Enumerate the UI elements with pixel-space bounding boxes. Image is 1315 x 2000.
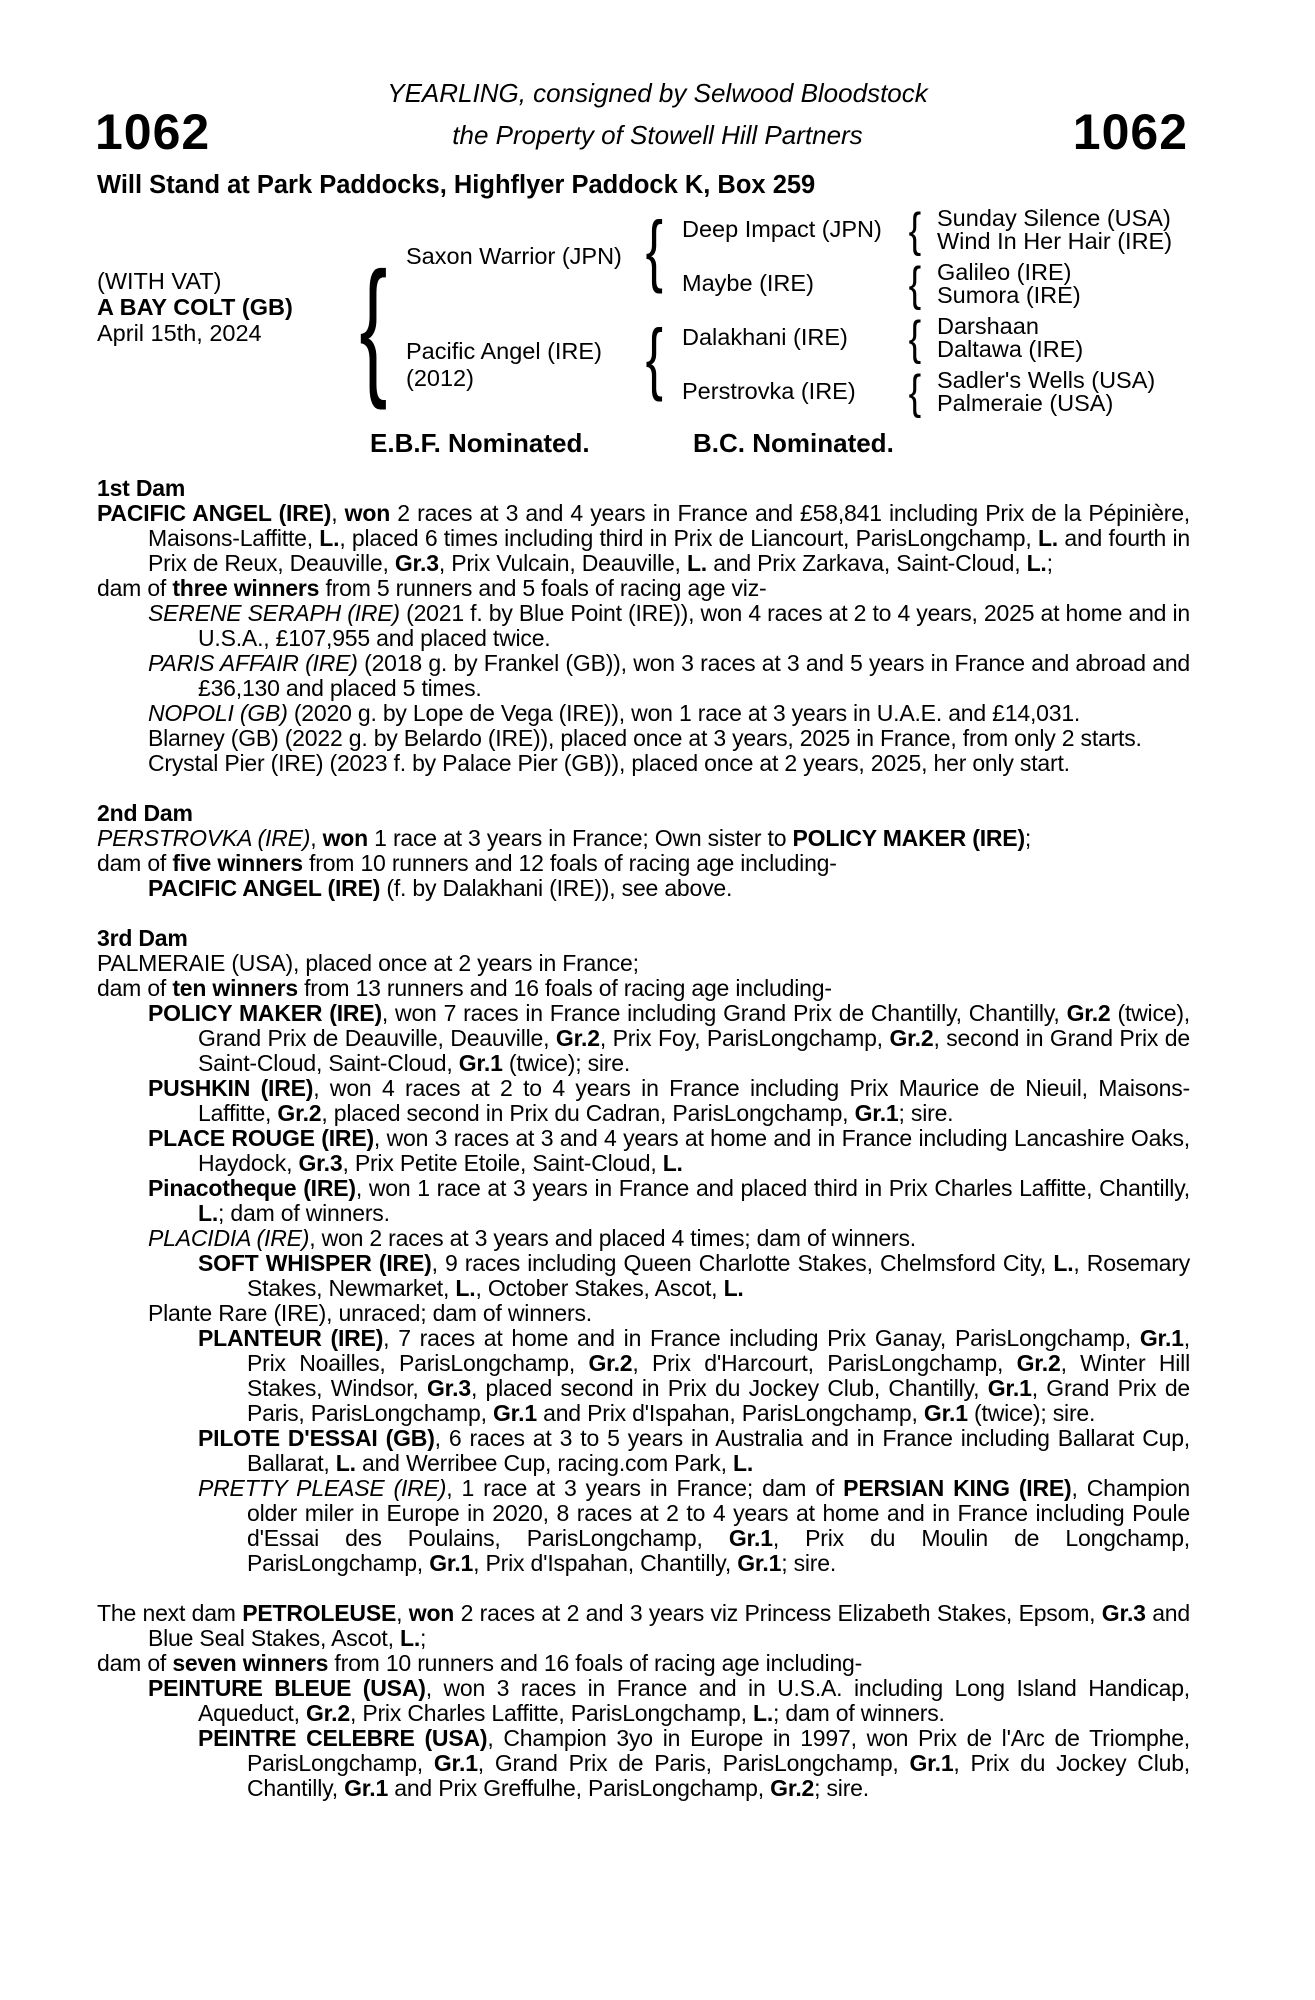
text-run: , Prix d'Ispahan, Chantilly, — [473, 1550, 738, 1576]
text-run: from 5 runners and 5 foals of racing age viz- — [319, 575, 767, 601]
text-run: Gr.1 — [458, 1050, 503, 1076]
text-run: L. — [1026, 550, 1047, 576]
text-run: SOFT WHISPER (IRE) — [198, 1250, 432, 1276]
text-run: , — [396, 1600, 409, 1626]
text-run: ten winners — [172, 975, 298, 1001]
text-run: , placed 6 times including third in Prix de Liancourt, ParisLongchamp, — [339, 525, 1038, 551]
text-run: , won 2 races at 3 years and placed 4 times; dam of winners. — [309, 1225, 916, 1251]
catalogue-paragraph — [97, 1226, 1190, 1251]
text-run: PEINTURE BLEUE (USA) — [148, 1675, 426, 1701]
text-run: Gr.2 — [1016, 1350, 1061, 1376]
text-run: Gr.1 — [344, 1775, 389, 1801]
dam-name: Pacific Angel (IRE) — [406, 338, 602, 364]
text-run: SERENE SERAPH (IRE) — [148, 600, 400, 626]
text-run: PACIFIC ANGEL (IRE) — [97, 500, 332, 526]
pedigree-brace-ss: { — [908, 202, 922, 256]
text-run: PERSTROVKA (IRE) — [97, 825, 311, 851]
text-run: POLICY MAKER (IRE) — [792, 825, 1025, 851]
vat-note: (WITH VAT) — [97, 268, 222, 294]
text-run: Gr.2 — [1066, 1000, 1111, 1026]
text-run: L. — [455, 1275, 476, 1301]
text-run: , placed second in Prix du Cadran, ParisLongchamp, — [321, 1100, 855, 1126]
text-run: POLICY MAKER (IRE) — [148, 1000, 382, 1026]
catalogue-paragraph — [97, 726, 1190, 751]
text-run: , Prix Petite Etoile, Saint-Cloud, — [342, 1150, 663, 1176]
text-run: Gr.1 — [737, 1550, 782, 1576]
text-run: Gr.1 — [1139, 1325, 1184, 1351]
text-run: and Werribee Cup, racing.com Park, — [355, 1450, 733, 1476]
catalogue-paragraph — [97, 751, 1190, 776]
text-run: Gr.1 — [492, 1400, 537, 1426]
text-run: from 10 runners and 16 foals of racing age including- — [328, 1650, 863, 1676]
dam-dam-name: Perstrovka (IRE) — [682, 378, 856, 404]
text-run: L. — [1037, 525, 1058, 551]
text-run: Gr.3 — [426, 1375, 471, 1401]
sire-dam-name: Maybe (IRE) — [682, 270, 814, 296]
text-run: ; sire. — [814, 1775, 869, 1801]
text-run: (2018 g. by Frankel (GB)), won 3 races at 3 and 5 years in France and abroad and £36,130 and placed 5 times. — [198, 650, 1190, 701]
text-run: ; — [420, 1625, 427, 1651]
text-run: PERSIAN KING (IRE) — [843, 1475, 1072, 1501]
catalogue-paragraph — [97, 1176, 1190, 1226]
catalogue-paragraph — [97, 1301, 1190, 1326]
dam-section — [97, 801, 1190, 901]
text-run: PACIFIC ANGEL (IRE) — [148, 875, 381, 901]
catalogue-paragraph — [97, 1726, 1190, 1801]
text-run: ; dam of winners. — [218, 1200, 390, 1226]
catalogue-paragraph — [97, 1326, 1190, 1426]
catalogue-paragraph — [97, 1126, 1190, 1176]
text-run: , placed second in Prix du Jockey Club, Chantilly, — [470, 1375, 988, 1401]
dam-section-heading: 2nd Dam — [97, 800, 193, 826]
catalogue-paragraph — [97, 601, 1190, 651]
catalogue-paragraph — [97, 1676, 1190, 1726]
text-run: Gr.1 — [728, 1525, 773, 1551]
pedigree-brace-dam: { — [645, 313, 663, 402]
sire-name: Saxon Warrior (JPN) — [406, 243, 622, 269]
text-run: Plante Rare (IRE), unraced; dam of winners. — [148, 1300, 592, 1326]
text-run: PEINTRE CELEBRE (USA) — [198, 1725, 488, 1751]
text-run: , 6 races at 3 to 5 years in Australia and in France including Ballarat Cup, Ballarat, — [247, 1425, 1190, 1476]
text-run: won — [408, 1600, 455, 1626]
great-granddam-2: Sumora (IRE) — [937, 282, 1081, 308]
catalogue-paragraph — [97, 1651, 1190, 1676]
text-run: , second in Grand Prix de Saint-Cloud, Saint-Cloud, — [198, 1025, 1190, 1076]
dam-section-heading: 3rd Dam — [97, 925, 188, 951]
text-run: and Prix Greffulhe, ParisLongchamp, — [388, 1775, 771, 1801]
text-run: and Prix d'Ispahan, ParisLongchamp, — [536, 1400, 924, 1426]
great-grandsire-4: Sadler's Wells (USA) — [937, 367, 1156, 393]
text-run: and Blue Seal Stakes, Ascot, — [148, 1600, 1190, 1651]
text-run: , 9 races including Queen Charlotte Stakes, Chelmsford City, — [431, 1250, 1054, 1276]
catalogue-paragraph — [97, 1476, 1190, 1576]
text-run: PLACIDIA (IRE) — [148, 1225, 310, 1251]
text-run: and fourth in Prix de Reux, Deauville, — [148, 525, 1190, 576]
text-run: seven winners — [172, 1650, 329, 1676]
text-run: dam of — [97, 850, 173, 876]
text-run: PLACE ROUGE (IRE) — [148, 1125, 374, 1151]
catalogue-paragraph — [97, 701, 1190, 726]
text-run: Gr.2 — [277, 1100, 322, 1126]
text-run: , won 3 races in France and in U.S.A. including Long Island Handicap, Aqueduct, — [198, 1675, 1190, 1726]
catalogue-paragraph — [97, 951, 1190, 976]
dam-section-heading: 1st Dam — [97, 475, 186, 501]
text-run: ; — [1046, 550, 1053, 576]
dam-section — [97, 926, 1190, 1576]
text-run: five winners — [172, 850, 303, 876]
text-run: , Champion 3yo in Europe in 1997, won Prix de l'Arc de Triomphe, ParisLongchamp, — [247, 1725, 1190, 1776]
text-run: ; dam of winners. — [773, 1700, 945, 1726]
text-run: PRETTY PLEASE (IRE) — [198, 1475, 447, 1501]
dam-year: (2012) — [406, 365, 474, 391]
text-run: NOPOLI (GB) — [148, 700, 288, 726]
text-run: PARIS AFFAIR (IRE) — [148, 650, 358, 676]
great-grandsire-3: Darshaan — [937, 313, 1039, 339]
text-run: ; sire. — [781, 1550, 837, 1576]
text-run: , Prix Charles Laffitte, ParisLongchamp, — [349, 1700, 753, 1726]
text-run: PLANTEUR (IRE) — [198, 1325, 384, 1351]
text-run: ; sire. — [898, 1100, 954, 1126]
pedigree-brace-main: { — [359, 240, 387, 411]
catalogue-paragraph — [97, 651, 1190, 701]
catalogue-paragraph — [97, 876, 1190, 901]
great-grandsire-2: Galileo (IRE) — [937, 259, 1072, 285]
text-run: from 10 runners and 12 foals of racing age including- — [302, 850, 837, 876]
dam-section — [97, 476, 1190, 776]
text-run: Gr.3 — [298, 1150, 343, 1176]
great-grandsire-1: Sunday Silence (USA) — [937, 205, 1171, 231]
catalogue-paragraph — [97, 1076, 1190, 1126]
text-run: , — [310, 825, 323, 851]
text-run: PALMERAIE (USA), placed once at 2 years in France; — [97, 950, 639, 976]
catalogue-paragraph — [97, 1001, 1190, 1076]
text-run: Gr.2 — [305, 1700, 350, 1726]
property-line: the Property of Stowell Hill Partners — [452, 120, 863, 150]
bc-nominated-note: B.C. Nominated. — [693, 428, 894, 458]
catalogue-paragraph — [97, 501, 1190, 576]
text-run: , won 1 race at 3 years in France and placed third in Prix Charles Laffitte, Chantilly, — [355, 1175, 1190, 1201]
text-run: , Grand Prix de Paris, ParisLongchamp, — [247, 1375, 1191, 1426]
text-run: PILOTE D'ESSAI (GB) — [198, 1425, 435, 1451]
text-run: L. — [662, 1150, 683, 1176]
text-run: (twice); sire. — [967, 1400, 1096, 1426]
text-run: (twice); sire. — [502, 1050, 631, 1076]
text-run: L. — [686, 550, 707, 576]
text-run: , October Stakes, Ascot, — [475, 1275, 724, 1301]
catalogue-paragraph — [97, 851, 1190, 876]
text-run: Gr.3 — [394, 550, 439, 576]
catalogue-paragraph — [97, 1601, 1190, 1651]
text-run: L. — [1053, 1250, 1074, 1276]
text-run: L. — [723, 1275, 744, 1301]
text-run: ; — [1024, 825, 1032, 851]
text-run: PETROLEUSE — [242, 1600, 397, 1626]
text-run: , Grand Prix de Paris, ParisLongchamp, — [477, 1750, 910, 1776]
catalogue-paragraph — [97, 576, 1190, 601]
text-run: , Prix Noailles, ParisLongchamp, — [247, 1325, 1190, 1376]
great-granddam-4: Palmeraie (USA) — [937, 390, 1114, 416]
consignor-line: YEARLING, consigned by Selwood Bloodstock — [387, 78, 928, 108]
text-run: Gr.1 — [987, 1375, 1032, 1401]
text-run: Gr.1 — [854, 1100, 899, 1126]
pedigree-brace-dd: { — [908, 364, 922, 418]
text-run: Crystal Pier (IRE) (2023 f. by Palace Pier (GB)), placed once at 2 years, 2025, her only start. — [148, 750, 1070, 776]
catalogue-body — [97, 476, 1190, 1801]
text-run: and Prix Zarkava, Saint-Cloud, — [707, 550, 1027, 576]
text-run: Blarney (GB) (2022 g. by Belardo (IRE)), placed once at 3 years, 2025 in France, from only 2 starts. — [148, 725, 1142, 751]
pedigree-brace-sd: { — [908, 256, 922, 310]
great-granddam-1: Wind In Her Hair (IRE) — [937, 228, 1173, 254]
sire-sire-name: Deep Impact (JPN) — [682, 216, 882, 242]
text-run: , Prix du Jockey Club, Chantilly, — [247, 1750, 1190, 1801]
text-run: Gr.2 — [588, 1350, 633, 1376]
text-run: L. — [335, 1450, 356, 1476]
pedigree-brace-ds: { — [908, 310, 922, 364]
pedigree-brace-sire: { — [645, 205, 663, 294]
text-run: , 1 race at 3 years in France; dam of — [446, 1475, 844, 1501]
text-run: 2 races at 2 and 3 years viz Princess Elizabeth Stakes, Epsom, — [454, 1600, 1102, 1626]
text-run: , Prix du Moulin de Longchamp, ParisLongchamp, — [247, 1525, 1191, 1576]
stand-location-line: Will Stand at Park Paddocks, Highflyer Paddock K, Box 259 — [97, 171, 816, 199]
dam-sire-name: Dalakhani (IRE) — [682, 324, 848, 350]
text-run: dam of — [97, 575, 173, 601]
dam-section — [97, 1601, 1190, 1801]
text-run: , Prix d'Harcourt, ParisLongchamp, — [632, 1350, 1017, 1376]
text-run: , Prix Foy, ParisLongchamp, — [599, 1025, 890, 1051]
text-run: Gr.2 — [889, 1025, 934, 1051]
catalogue-paragraph — [97, 1251, 1190, 1301]
text-run: PUSHKIN (IRE) — [148, 1075, 314, 1101]
text-run: Gr.2 — [555, 1025, 600, 1051]
text-run: Gr.1 — [429, 1550, 474, 1576]
text-run: 1 race at 3 years in France; Own sister to — [367, 825, 793, 851]
text-run: Gr.1 — [909, 1750, 954, 1776]
text-run: L. — [752, 1700, 774, 1726]
text-run: from 13 runners and 16 foals of racing age including- — [297, 975, 832, 1001]
text-run: Gr.1 — [923, 1400, 968, 1426]
text-run: three winners — [172, 575, 320, 601]
lot-number-right: 1062 — [1072, 104, 1188, 160]
catalogue-paragraph — [97, 826, 1190, 851]
text-run: Pinacotheque (IRE) — [148, 1175, 356, 1201]
ebf-nominated-note: E.B.F. Nominated. — [370, 428, 590, 458]
text-run: Gr.2 — [770, 1775, 815, 1801]
text-run: , Rosemary Stakes, Newmarket, — [247, 1250, 1191, 1301]
catalogue-paragraph — [97, 976, 1190, 1001]
text-run: The next dam — [97, 1600, 243, 1626]
text-run: L. — [399, 1625, 421, 1651]
text-run: won — [322, 825, 368, 851]
text-run: , Prix Vulcain, Deauville, — [438, 550, 687, 576]
horse-description: A BAY COLT (GB) — [97, 294, 293, 320]
great-granddam-3: Daltawa (IRE) — [937, 336, 1084, 362]
catalogue-paragraph — [97, 1426, 1190, 1476]
text-run: L. — [319, 525, 340, 551]
text-run: dam of — [97, 975, 173, 1001]
text-run: , Champion older miler in Europe in 2020, 8 races at 2 to 4 years at home and in France including Poule d'Essai des Poulains, ParisLongchamp, — [247, 1475, 1190, 1551]
text-run: L. — [732, 1450, 754, 1476]
lot-number-left: 1062 — [95, 104, 211, 160]
text-run: , won 3 races at 3 and 4 years at home and in France including Lancashire Oaks, Haydock, — [198, 1125, 1190, 1176]
text-run: , Winter Hill Stakes, Windsor, — [247, 1350, 1190, 1401]
text-run: won — [344, 500, 391, 526]
text-run: (2021 f. by Blue Point (IRE)), won 4 races at 2 to 4 years, 2025 at home and in U.S.A., £107,955 and placed twice. — [198, 600, 1190, 651]
text-run: (twice), Grand Prix de Deauville, Deauville, — [198, 1000, 1190, 1051]
text-run: , won 7 races in France including Grand Prix de Chantilly, Chantilly, — [381, 1000, 1067, 1026]
text-run: , — [331, 500, 345, 526]
text-run: , won 4 races at 2 to 4 years in France including Prix Maurice de Nieuil, Maisons-Laffitte, — [198, 1075, 1190, 1126]
text-run: (f. by Dalakhani (IRE)), see above. — [380, 875, 733, 901]
text-run: , 7 races at home and in France including Prix Ganay, ParisLongchamp, — [383, 1325, 1140, 1351]
text-run: dam of — [97, 1650, 173, 1676]
text-run: (2020 g. by Lope de Vega (IRE)), won 1 race at 3 years in U.A.E. and £14,031. — [287, 700, 1081, 726]
text-run: L. — [198, 1200, 219, 1226]
text-run: Gr.1 — [433, 1750, 478, 1776]
text-run: 2 races at 3 and 4 years in France and £58,841 including Prix de la Pépinière, Maisons-Laffitte, — [148, 500, 1190, 551]
text-run: Gr.3 — [1101, 1600, 1146, 1626]
foaling-date: April 15th, 2024 — [97, 320, 262, 346]
